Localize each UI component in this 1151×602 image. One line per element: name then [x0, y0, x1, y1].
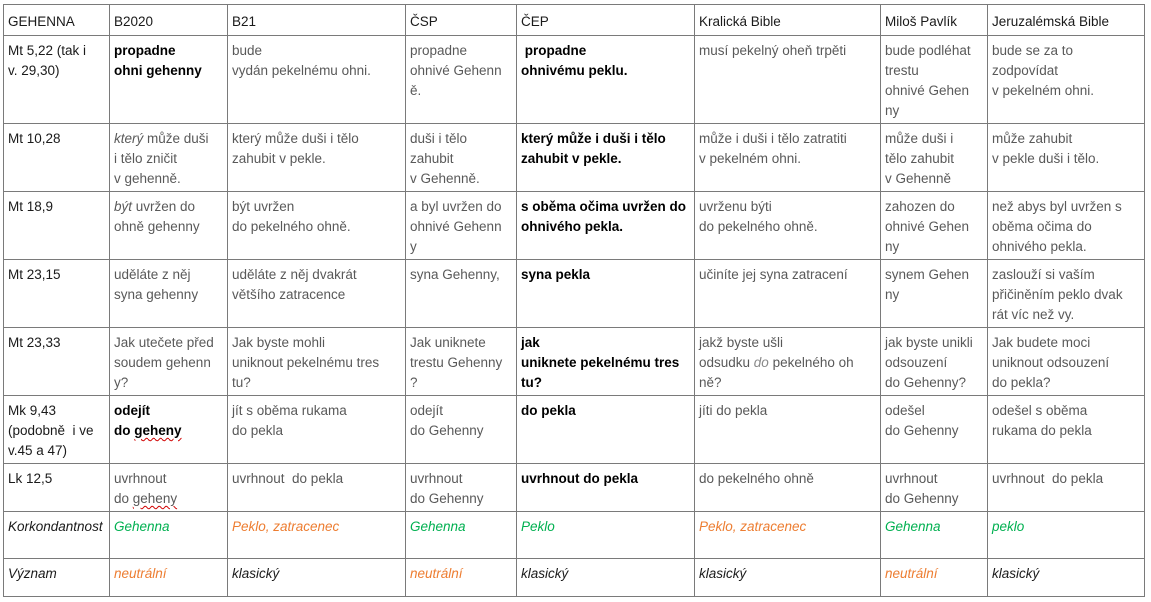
b2020-cell	[110, 192, 228, 260]
header-ref: GEHENNA	[4, 5, 110, 36]
b2020-cell: neutrální	[110, 559, 228, 597]
kralicka-cell: Peklo, zatracenec	[695, 512, 881, 559]
csp-cell: propadne ohnivé Gehenn ě.	[406, 36, 517, 124]
jeruzalem-cell: klasický	[988, 559, 1145, 597]
b2020-misspelled-word: geheny	[132, 491, 178, 506]
csp-cell: odejít do Gehenny	[406, 396, 517, 464]
table-row	[4, 36, 1145, 124]
b2020-cell	[110, 124, 228, 192]
jeruzalem-cell: bude se za to zodpovídat v pekelném ohni.	[988, 36, 1145, 124]
cep-cell: který může i duši i tělo zahubit v pekle.	[517, 124, 695, 192]
header-b21: B21	[228, 5, 406, 36]
csp-cell: syna Gehenny,	[406, 260, 517, 328]
b2020-text-pre: uvrhnout do	[114, 471, 167, 506]
pavlik-cell: uvrhnout do Gehenny	[881, 464, 988, 512]
ref-cell: Korkondantnost	[4, 512, 110, 559]
ref-cell: Mk 9,43 (podobně i ve v.45 a 47)	[4, 396, 110, 464]
kralicka-cell: jíti do pekla	[695, 396, 881, 464]
b2020-italic-word: být	[114, 199, 133, 214]
ref-cell: Mt 23,15	[4, 260, 110, 328]
kralicka-text-pre: jakž byste ušli odsudku	[699, 335, 784, 370]
pavlik-cell: může duši i tělo zahubit v Gehenně	[881, 124, 988, 192]
b2020-misspelled-word: geheny	[134, 423, 182, 438]
pavlik-cell: jak byste unikli odsouzení do Gehenny?	[881, 328, 988, 396]
pavlik-cell: zahozen do ohnivé Gehen ny	[881, 192, 988, 260]
cep-cell: uvrhnout do pekla	[517, 464, 695, 512]
header-row	[4, 5, 1145, 36]
cep-cell: syna pekla	[517, 260, 695, 328]
ref-cell: Mt 18,9	[4, 192, 110, 260]
jeruzalem-cell: může zahubit v pekle duši i tělo.	[988, 124, 1145, 192]
comparison-table	[3, 4, 1145, 597]
b21-cell: uděláte z něj dvakrát většího zatracence	[228, 260, 406, 328]
ref-cell: Mt 10,28	[4, 124, 110, 192]
cep-cell: propadne ohnivému peklu.	[517, 36, 695, 124]
kralicka-cell: uvrženu býti do pekelného ohně.	[695, 192, 881, 260]
table-row	[4, 124, 1145, 192]
table-row	[4, 396, 1145, 464]
jeruzalem-cell: než abys byl uvržen s oběma očima do ohnivého pekla.	[988, 192, 1145, 260]
b2020-cell: uděláte z něj syna gehenny	[110, 260, 228, 328]
b2020-cell	[110, 396, 228, 464]
csp-cell: duši i tělo zahubit v Gehenně.	[406, 124, 517, 192]
b21-cell: bude vydán pekelnému ohni.	[228, 36, 406, 124]
b21-cell: uvrhnout do pekla	[228, 464, 406, 512]
kralicka-cell: do pekelného ohně	[695, 464, 881, 512]
b2020-cell: propadne ohni gehenny	[110, 36, 228, 124]
pavlik-cell: Gehenna	[881, 512, 988, 559]
pavlik-cell: synem Gehen ny	[881, 260, 988, 328]
b2020-cell	[110, 464, 228, 512]
header-kralicka: Kralická Bible	[695, 5, 881, 36]
csp-cell: a byl uvržen do ohnivé Gehenn y	[406, 192, 517, 260]
b2020-cell: Gehenna	[110, 512, 228, 559]
csp-cell: uvrhnout do Gehenny	[406, 464, 517, 512]
cep-cell: Peklo	[517, 512, 695, 559]
table-row	[4, 464, 1145, 512]
header-pavlik: Miloš Pavlík	[881, 5, 988, 36]
csp-cell: Jak uniknete trestu Gehenny ?	[406, 328, 517, 396]
b21-cell: klasický	[228, 559, 406, 597]
header-csp: ČSP	[406, 5, 517, 36]
b21-cell: který může duši i tělo zahubit v pekle.	[228, 124, 406, 192]
ref-cell: Lk 12,5	[4, 464, 110, 512]
jeruzalem-cell: uvrhnout do pekla	[988, 464, 1145, 512]
cep-cell: klasický	[517, 559, 695, 597]
header-b2020: B2020	[110, 5, 228, 36]
cep-cell: s oběma očima uvržen do ohnivého pekla.	[517, 192, 695, 260]
kralicka-cell: musí pekelný oheň trpěti	[695, 36, 881, 124]
kralicka-cell	[695, 328, 881, 396]
kralicka-text: pekelného oh ně?	[699, 355, 854, 390]
jeruzalem-cell: Jak budete moci uniknout odsouzení do pekla?	[988, 328, 1145, 396]
kralicka-cell: může i duši i tělo zatratiti v pekelném ohni.	[695, 124, 881, 192]
pavlik-cell: odešel do Gehenny	[881, 396, 988, 464]
b2020-text-pre: odejít do	[114, 403, 150, 438]
cep-cell: do pekla	[517, 396, 695, 464]
header-jeruzalem: Jeruzalémská Bible	[988, 5, 1145, 36]
table-row	[4, 192, 1145, 260]
ref-cell: Mt 23,33	[4, 328, 110, 396]
pavlik-cell: neutrální	[881, 559, 988, 597]
b2020-text: uvržen do ohně gehenny	[114, 199, 200, 234]
b21-cell: Peklo, zatracenec	[228, 512, 406, 559]
b21-cell: Jak byste mohli uniknout pekelnému tres tu?	[228, 328, 406, 396]
b21-cell: jít s oběma rukama do pekla	[228, 396, 406, 464]
ref-cell: Mt 5,22 (tak i v. 29,30)	[4, 36, 110, 124]
csp-cell: Gehenna	[406, 512, 517, 559]
ref-cell: Význam	[4, 559, 110, 597]
b21-cell: být uvržen do pekelného ohně.	[228, 192, 406, 260]
b2020-cell: Jak utečete před soudem gehenn y?	[110, 328, 228, 396]
table-row	[4, 328, 1145, 396]
pavlik-cell: bude podléhat trestu ohnivé Gehen ny	[881, 36, 988, 124]
csp-cell: neutrální	[406, 559, 517, 597]
jeruzalem-cell: peklo	[988, 512, 1145, 559]
concordance-row	[4, 512, 1145, 559]
jeruzalem-cell: odešel s oběma rukama do pekla	[988, 396, 1145, 464]
header-cep: ČEP	[517, 5, 695, 36]
meaning-row	[4, 559, 1145, 597]
b2020-text: může duši i tělo zničit v gehenně.	[114, 131, 209, 186]
table-row	[4, 260, 1145, 328]
jeruzalem-cell: zaslouží si vaším přičiněním peklo dvak rát víc než vy.	[988, 260, 1145, 328]
kralicka-cell: učiníte jej syna zatracení	[695, 260, 881, 328]
cep-cell: jak uniknete pekelnému tres tu?	[517, 328, 695, 396]
b2020-italic-word: který	[114, 131, 144, 146]
kralicka-cell: klasický	[695, 559, 881, 597]
kralicka-faded-word: do	[753, 355, 769, 370]
